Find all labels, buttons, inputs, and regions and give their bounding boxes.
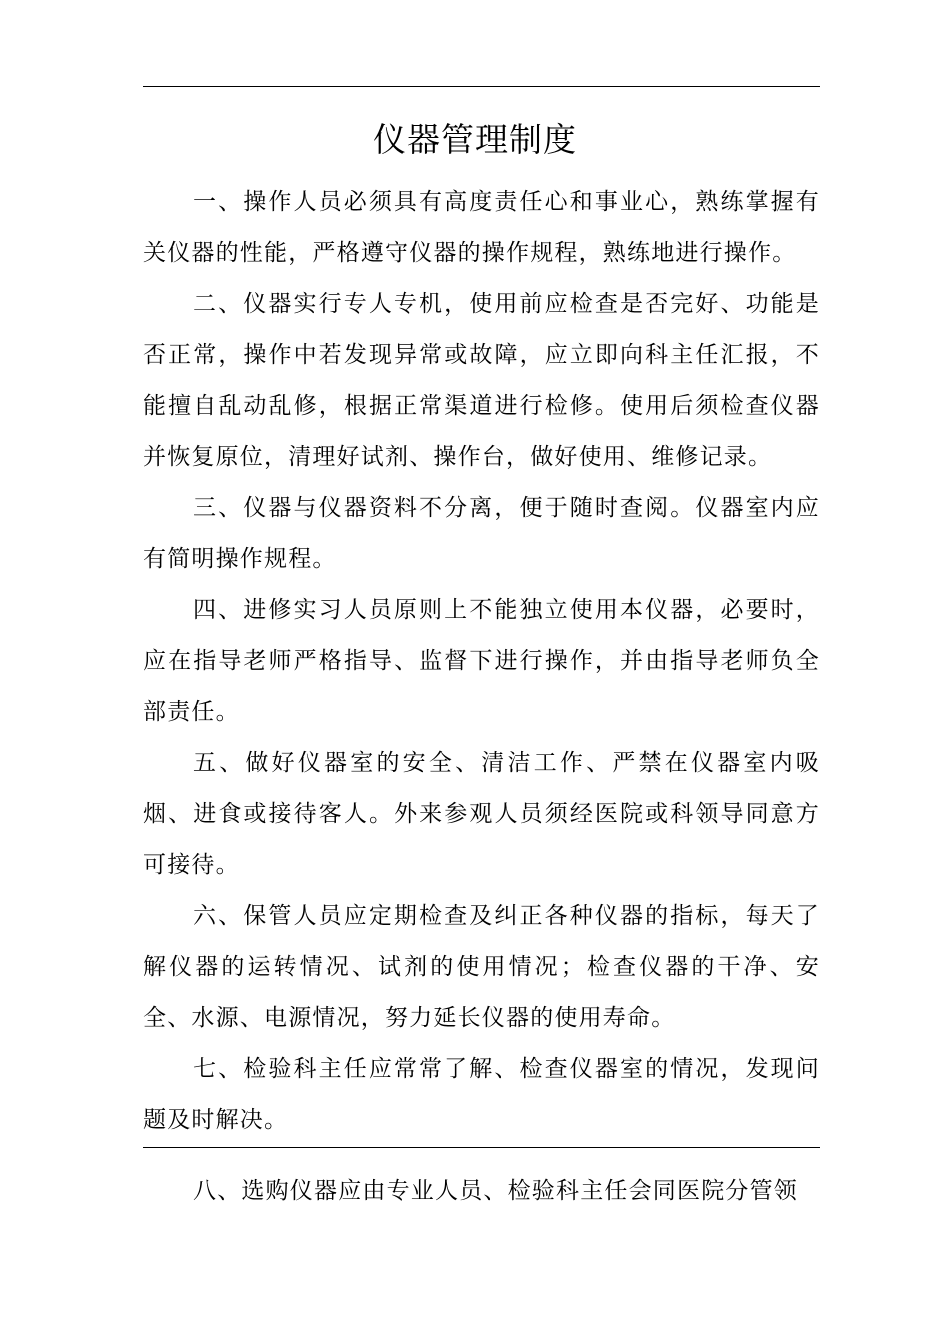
paragraph-5: 五、做好仪器室的安全、清洁工作、严禁在仪器室内吸烟、进食或接待客人。外来参观人员须经医院或科领导同意方可接待。 — [143, 750, 820, 878]
paragraph-4: 四、进修实习人员原则上不能独立使用本仪器，必要时，应在指导老师严格指导、监督下进行操作，并由指导老师负全部责任。 — [143, 597, 820, 725]
paragraph-7: 七、检验科主任应常常了解、检查仪器室的情况，发现问题及时解决。 — [143, 1056, 820, 1133]
paragraph-3: 三、仪器与仪器资料不分离，便于随时查阅。仪器室内应有简明操作规程。 — [143, 495, 820, 572]
next-page-body — [143, 1166, 820, 1217]
header-rule — [143, 86, 820, 87]
paragraph-6: 六、保管人员应定期检查及纠正各种仪器的指标，每天了解仪器的运转情况、试剂的使用情况；检查仪器的干净、安全、水源、电源情况，努力延长仪器的使用寿命。 — [143, 903, 820, 1031]
document-body — [143, 177, 820, 1146]
paragraph-2: 二、仪器实行专人专机，使用前应检查是否完好、功能是否正常，操作中若发现异常或故障，应立即向科主任汇报，不能擅自乱动乱修，根据正常渠道进行检修。使用后须检查仪器并恢复原位，清理好试剂、操作台，做好使用、维修记录。 — [143, 291, 820, 470]
page-break-rule — [143, 1147, 820, 1148]
paragraph-8: 八、选购仪器应由专业人员、检验科主任会同医院分管领 — [193, 1178, 798, 1204]
paragraph-1: 一、操作人员必须具有高度责任心和事业心，熟练掌握有关仪器的性能，严格遵守仪器的操作规程，熟练地进行操作。 — [143, 189, 820, 266]
page-title: 仪器管理制度 — [373, 120, 577, 159]
